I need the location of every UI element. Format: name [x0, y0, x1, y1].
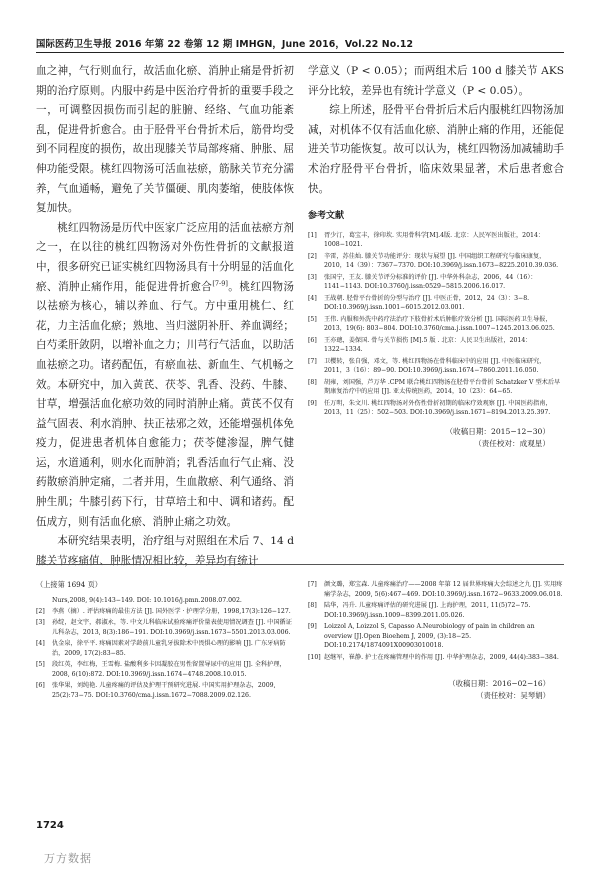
received-info: [308, 426, 564, 450]
bottom-right-column: [308, 580, 564, 702]
proofreader: （责任校对：吴琴娟）: [476, 691, 550, 701]
right-column: [308, 62, 564, 450]
right-paragraph-2: 综上所述，胫骨平台骨折后术后内服桃红四物汤加减，对机体不仅有活血化瘀、消肿止痛的作用，还能促进关节功能恢复。故可以认为，桃红四物汤加减辅助手术治疗胫骨平台骨折，临床效果显著，术后患者愈合快。: [308, 104, 564, 195]
left-paragraph-3: 本研究结果表明，治疗组与对照组在术后 7、14 d 膝关节疼痛值、肿胀情况相比较，差异均有统计: [36, 535, 294, 567]
left-paragraph-2: [36, 219, 294, 533]
reference-item: [7] 颜文璐，郑宝森. 儿童疼痛治疗——2008 年第 12 届世界疼痛大会综述之九 [J]. 实用疼痛学杂志，2009, 5(6):467−469. DOI:10.3969/j.issn.1672−9633.2009.06.018.: [308, 581, 563, 598]
continued-note: （上接第 1694 页）: [36, 580, 102, 589]
received-date: （收稿日期：2016−02−16）: [448, 679, 550, 689]
continued-text: Nurs,2008, 9(4):143−149. DOI: 10.1016/j.pmn.2008.07.002.: [52, 596, 242, 604]
bottom-left-column: [36, 580, 294, 702]
left-paragraph-2-text: 桃红四物汤是历代中医家广泛应用的活血祛瘀方剂之一，在以往的桃红四物汤对外伤性骨折的文献报道中，很多研究已证实桃红四物汤具有十分明显的活血化瘀、消肿止痛作用，能促进骨折愈合: [36, 221, 294, 293]
reference-item: [10] 赵继军，崔静. 护士在疼痛管理中的作用 [J]. 中华护理杂志，2009, 44(4):383−384.: [308, 653, 559, 661]
left-column: [36, 62, 294, 571]
reference-item: [3] 孙绽，赵文宇，郝淑永，等. 中文儿科临床试验疼痛评价量表使用情况调查 [J]. 中国循证儿科杂志，2013, 8(3):186−191. DOI:10.3969/j.issn.1673−5501.2013.03.006.: [36, 619, 292, 636]
reference-item: [2] 李燕（摘）. 评估疼痛的最佳方法 [J]. 国外医学 · 护理学分册，1998,17(3):126−127.: [36, 607, 291, 615]
header-rule: [36, 52, 564, 53]
reference-item: [6] 张华果，刘纯艳. 儿童疼痛的评估及护理干预研究进展. 中国实用护理杂志，2009, 25(2):73−75. DOI:10.3760/cma.j.issn.1672−7088.2009.02.126.: [36, 682, 276, 699]
reference-item: [8] 陆华，冯升. 儿童疼痛评估的研究进展 [J]. 上海护理，2011, 11(5)72−75. DOI:10.3969/j.issn.1009−8399.2011.05.026.: [308, 601, 531, 619]
reference-item: [4] 仇金泉，徐平平. 疼痛因素对学龄前儿童乳牙拔除术中畏惧心理的影响 [J]. 广东牙病防治，2009, 17(2):83−85.: [36, 640, 286, 657]
reference-item: [6] 王亦璁，姜保国. 骨与关节损伤 [M].5 版 . 北京：人民卫生出版社，2014：1322−1334.: [308, 336, 532, 354]
citation-marker: [7-9]: [212, 279, 228, 287]
reference-item: [8] 胡雍，刘国强，芦万华 .CPM 联合桃红四物汤在胫骨平台骨折 Schatzker V 型术后早期康复治疗中的应用 [J]. 亚太传统医药，2014，10（23）：64−65.: [308, 378, 561, 396]
left-paragraph-2-cont: 。桃红四物汤以祛瘀为核心，辅以养血、行气。方中重用桃仁、红花，力主活血化瘀；熟地、当归滋阴补肝、养血调经；白芍柔肝敛阴，以增补血之力；川芎行气活血，以助活血祛瘀之功。诸药配伍，有瘀血祛、新血生、气机畅之效。本研究中，加入黄芪、茯苓、乳香、没药、牛膝、甘草，增强活血化瘀功效的同时消肿止痛。黄芪不仅有益气固表、利水消肿、扶正祛邪之效，还能增强机体免疫力，促进患者机体自愈能力；茯苓健渗湿，脾气健运，水道通利，则水化而肿消；乳香活血行气止痛、没药散瘀消肿定痛，二者并用，生血散瘀、利气通络、消肿生肌；牛膝引药下行，甘草培土和中、调和诸药。配伍成方，则有活血化瘀、消肿止痛之功效。: [36, 280, 294, 528]
proofreader: （责任校对：成观星）: [474, 438, 550, 448]
reference-item: [5] 段红英，李红梅，王雪梅. 盐酸利多卡因凝胶在男性留置导尿中的应用 [J]. 全科护理，2008, 6(10):872. DOI:10.3969/j.issn.1674−4748.2008.10.015.: [36, 661, 286, 678]
reference-item: [1] 胥少汀，葛宝丰，徐印坎. 实用骨科学[M].4版. 北京：人民军医出版社，2014：1008−1021.: [308, 231, 545, 249]
page-number: 1724: [36, 820, 64, 831]
reference-item: [9] Loizzol A, Loizzol S, Capasso A.Neurobiology of pain in children an overview [J].Open Bioehem J, 2009, (3):18−25. DOI:10.2174/1874091X00903010018.: [308, 622, 535, 650]
reference-item: [9] 任万明，朱文川. 桃红四物汤对外伤性骨折初期的临床疗效观察 [J]. 中国医药指南，2013，11（25）：502−503. DOI:10.3969/j.issn.1671−8194.2013.25.397.: [308, 399, 552, 417]
reference-item: [3] 张国宁，王友. 膝关节评分标准的评价 [J]. 中华外科杂志，2006，44（16）：1141−1143. DOI:10.3760/j.issn:0529−5815.2006.16.017.: [308, 273, 537, 291]
right-paragraph-1: 学意义（P < 0.05）；而两组术后 100 d 膝关节 AKS 评分比较，差异也有统计学意义（P < 0.05）。: [308, 65, 564, 97]
reference-item: [4] 王战朝. 胫骨平台骨折的分型与治疗 [J]. 中医正骨，2012，24（3）：3−8. DOI:10.3969/j.issn.1001−6015.2012.03.001.: [308, 294, 530, 312]
reference-item: [2] 辛雷，苏佳灿. 膝关节功能评分：现状与展望 [J]. 中国组织工程研究与临床康复，2010，14（39）：7367−7370. DOI:10.3969/j.issn.1673−8225.2010.39.036.: [308, 252, 559, 270]
watermark: 万方数据: [44, 852, 92, 865]
left-paragraph-1: 血之神，气行则血行，故活血化瘀、消肿止痛是骨折初期的治疗原则。内服中药是中医治疗骨折的重要手段之一，可调整因损伤而引起的脏腑、经络、气血功能紊乱，促进骨折愈合。由于胫骨平台骨折术后，筋骨均受到不同程度的损伤，故出现膝关节局部疼痛、肿胀、屈伸功能受限。桃红四物汤可活血祛瘀，筋脉关节充分濡养，气血通畅，避免了关节僵硬、肌肉萎缩，使肢体恢复加快。: [36, 65, 294, 215]
journal-header: 国际医药卫生导报 2016 年第 22 卷第 12 期 IMHGN，June 2016，Vol.22 No.12: [36, 39, 414, 50]
section-divider: [36, 564, 564, 565]
received-date: （收稿日期：2015−12−30）: [445, 426, 550, 436]
reference-item: [5] 王伟. 内服和外洗中药疗法治疗下肢骨折术后肿胀疗效分析 [J]. 国际医药卫生导报，2013，19(6): 803−804. DOI:10.3760/cma.j.issn.1007−1245.2013.06.025.: [308, 315, 555, 333]
reference-item: [7] 卫樱转，张自强，邓文，等. 桃红四物汤在骨科临床中的应用 [J]. 中医临床研究，2011，3（16）：89−90. DOI:10.3969/j.issn.1674−7860.2011.16.050.: [308, 357, 546, 375]
references-heading: 参考文献: [308, 211, 345, 222]
references-list: [308, 231, 564, 418]
received-info: [308, 678, 564, 702]
